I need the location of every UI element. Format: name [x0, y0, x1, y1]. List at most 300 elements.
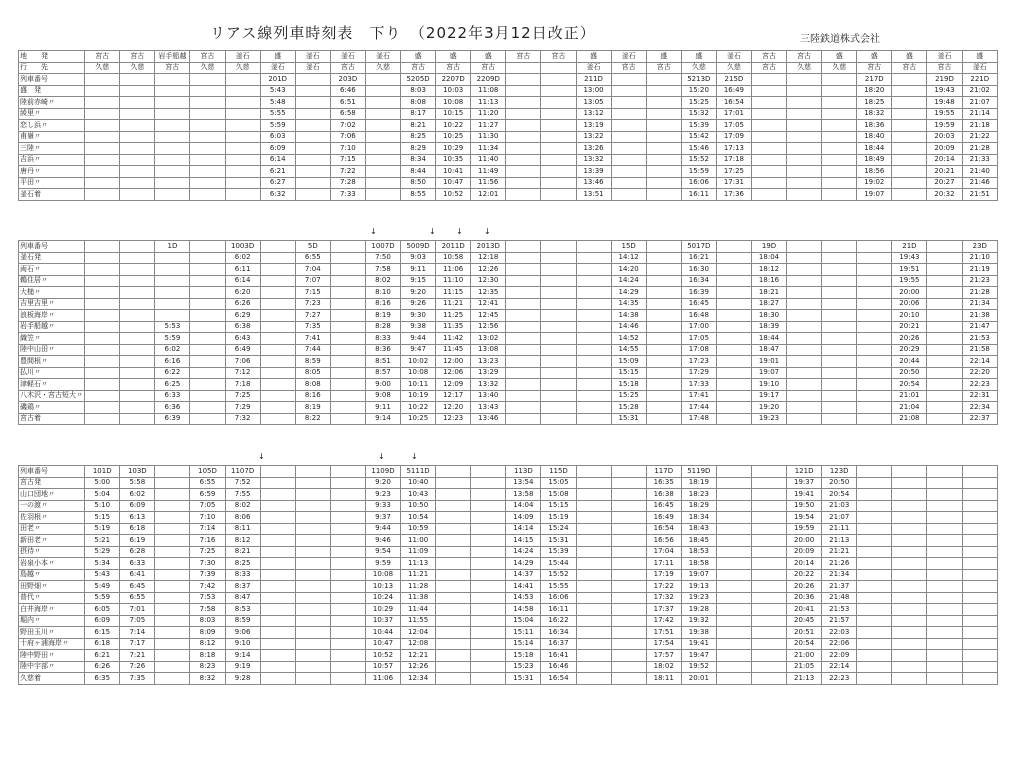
time-cell [85, 367, 120, 379]
time-cell: 2013D [471, 241, 506, 253]
time-cell: 9:44 [365, 523, 400, 535]
time-cell: 14:46 [611, 321, 646, 333]
time-cell [330, 650, 365, 662]
time-cell: 10:22 [436, 120, 471, 132]
time-cell [787, 333, 822, 345]
time-cell [646, 413, 681, 425]
time-cell: 20:45 [787, 615, 822, 627]
time-cell: 10:47 [436, 177, 471, 189]
timetable-row [19, 131, 998, 143]
time-cell: 7:22 [330, 166, 365, 178]
time-cell [295, 108, 330, 120]
time-cell [716, 569, 751, 581]
time-cell: 15:25 [681, 97, 716, 109]
time-cell [857, 558, 892, 570]
arrow-mark: ↓ [378, 452, 385, 461]
time-cell [716, 321, 751, 333]
time-cell [927, 673, 962, 685]
time-cell: 21:38 [962, 310, 997, 322]
time-cell [506, 344, 541, 356]
time-cell: 8:05 [295, 367, 330, 379]
time-cell: 15:32 [681, 108, 716, 120]
time-cell: 6:55 [120, 592, 155, 604]
time-cell: 6:18 [85, 638, 120, 650]
time-cell [260, 558, 295, 570]
time-cell [892, 650, 927, 662]
time-cell: 11:44 [401, 604, 436, 616]
station-label: 列車番号 [19, 74, 85, 86]
time-cell: 宮古 [787, 51, 822, 63]
time-cell [576, 466, 611, 478]
time-cell: 5213D [681, 74, 716, 86]
time-cell [787, 310, 822, 322]
time-cell [576, 638, 611, 650]
time-cell [927, 650, 962, 662]
time-cell: 12:34 [401, 673, 436, 685]
time-cell [295, 569, 330, 581]
time-cell: 10:15 [436, 108, 471, 120]
time-cell [471, 546, 506, 558]
time-cell: 1107D [225, 466, 260, 478]
time-cell [857, 546, 892, 558]
timetable-row [19, 661, 998, 673]
time-cell: 8:32 [190, 673, 225, 685]
timetable-row [19, 581, 998, 593]
time-cell [541, 131, 576, 143]
time-cell: 釜石 [330, 51, 365, 63]
time-cell [471, 466, 506, 478]
time-cell [190, 252, 225, 264]
time-cell: 5:59 [155, 333, 190, 345]
time-cell [927, 523, 962, 535]
time-cell [225, 74, 260, 86]
time-cell [822, 379, 857, 391]
time-cell: 5:59 [260, 120, 295, 132]
time-cell: 9:23 [365, 489, 400, 501]
time-cell [576, 310, 611, 322]
time-cell: 21:11 [822, 523, 857, 535]
time-cell [330, 367, 365, 379]
time-cell [927, 466, 962, 478]
time-cell: 20:41 [787, 604, 822, 616]
time-cell [506, 131, 541, 143]
time-cell: 6:33 [155, 390, 190, 402]
time-cell [330, 264, 365, 276]
time-cell [190, 131, 225, 143]
time-cell: 久慈 [716, 62, 751, 74]
time-cell: 8:19 [295, 402, 330, 414]
time-cell [751, 500, 786, 512]
time-cell: 20:00 [892, 287, 927, 299]
time-cell: 8:10 [365, 287, 400, 299]
time-cell: 105D [190, 466, 225, 478]
time-cell [646, 367, 681, 379]
time-cell: 12:26 [401, 661, 436, 673]
station-label: 新田老〃 [19, 535, 85, 547]
time-cell: 18:27 [751, 298, 786, 310]
time-cell [716, 500, 751, 512]
time-cell: 22:20 [962, 367, 997, 379]
time-cell: 10:40 [401, 477, 436, 489]
time-cell [295, 650, 330, 662]
time-cell: 18:12 [751, 264, 786, 276]
station-label: 陸中宇部〃 [19, 661, 85, 673]
time-cell [611, 673, 646, 685]
time-cell [260, 500, 295, 512]
time-cell: 5D [295, 241, 330, 253]
time-cell: 14:53 [506, 592, 541, 604]
time-cell: 22:23 [822, 673, 857, 685]
time-cell: 久慈 [365, 62, 400, 74]
time-cell: 9:59 [365, 558, 400, 570]
time-cell [471, 489, 506, 501]
time-cell [120, 367, 155, 379]
time-cell [646, 252, 681, 264]
time-cell [962, 512, 997, 524]
timetable-row [19, 512, 998, 524]
time-cell: 14:41 [506, 581, 541, 593]
time-cell [190, 298, 225, 310]
time-cell [541, 367, 576, 379]
time-cell [120, 287, 155, 299]
time-cell [787, 356, 822, 368]
time-cell: 10:25 [436, 131, 471, 143]
time-cell: 21:58 [962, 344, 997, 356]
time-cell: 6:16 [155, 356, 190, 368]
time-cell: 18:34 [681, 512, 716, 524]
time-cell: 14:12 [611, 252, 646, 264]
time-cell [190, 275, 225, 287]
time-cell: 8:03 [190, 615, 225, 627]
time-cell: 5:00 [85, 477, 120, 489]
time-cell: 13:23 [471, 356, 506, 368]
time-cell [787, 264, 822, 276]
time-cell [295, 558, 330, 570]
time-cell: 16:22 [541, 615, 576, 627]
time-cell: 9:19 [225, 661, 260, 673]
time-cell [506, 97, 541, 109]
timetable-row [19, 604, 998, 616]
station-label: 鵜住居〃 [19, 275, 85, 287]
time-cell [225, 166, 260, 178]
time-cell [260, 638, 295, 650]
time-cell: 6:59 [190, 489, 225, 501]
time-cell [822, 344, 857, 356]
time-cell: 20:29 [892, 344, 927, 356]
time-cell [857, 264, 892, 276]
time-cell [506, 379, 541, 391]
time-cell: 17:36 [716, 189, 751, 201]
time-cell [155, 131, 190, 143]
time-cell: 11:27 [471, 120, 506, 132]
time-cell [365, 143, 400, 155]
time-cell: 盛 [576, 51, 611, 63]
time-cell: 12:06 [436, 367, 471, 379]
time-cell: 21:51 [962, 189, 997, 201]
time-cell [295, 523, 330, 535]
time-cell [365, 166, 400, 178]
time-cell: 18:45 [681, 535, 716, 547]
time-cell: 7:21 [120, 650, 155, 662]
time-cell: 13:08 [471, 344, 506, 356]
time-cell [787, 131, 822, 143]
time-cell [365, 108, 400, 120]
time-cell [436, 466, 471, 478]
time-cell: 10:19 [401, 390, 436, 402]
time-cell [541, 333, 576, 345]
time-cell [436, 523, 471, 535]
time-cell: 15:28 [611, 402, 646, 414]
time-cell [541, 108, 576, 120]
time-cell: 13:32 [576, 154, 611, 166]
timetable-row [19, 650, 998, 662]
time-cell [260, 333, 295, 345]
time-cell [787, 97, 822, 109]
time-cell: 8:47 [225, 592, 260, 604]
time-cell [822, 166, 857, 178]
time-cell: 18:21 [751, 287, 786, 299]
time-cell [927, 252, 962, 264]
time-cell [716, 287, 751, 299]
time-cell: 15:19 [541, 512, 576, 524]
time-cell [927, 627, 962, 639]
time-cell [751, 177, 786, 189]
time-cell [506, 166, 541, 178]
time-cell [120, 344, 155, 356]
time-cell: 9:06 [225, 627, 260, 639]
time-cell [260, 661, 295, 673]
time-cell [190, 154, 225, 166]
time-cell [962, 581, 997, 593]
time-cell [611, 97, 646, 109]
station-label: 大槌〃 [19, 287, 85, 299]
time-cell: 盛 [436, 51, 471, 63]
time-cell: 宮古 [190, 51, 225, 63]
time-cell [330, 500, 365, 512]
time-cell [85, 241, 120, 253]
time-cell: 8:25 [401, 131, 436, 143]
time-cell [822, 252, 857, 264]
time-cell: 釜石 [611, 51, 646, 63]
time-cell [611, 604, 646, 616]
time-cell [190, 367, 225, 379]
time-cell [962, 604, 997, 616]
station-label: 山口団地〃 [19, 489, 85, 501]
time-cell: 9:38 [401, 321, 436, 333]
time-cell [576, 379, 611, 391]
time-cell: 7:12 [225, 367, 260, 379]
time-cell [751, 592, 786, 604]
time-cell: 8:37 [225, 581, 260, 593]
time-cell: 9:26 [401, 298, 436, 310]
time-cell: 5:34 [85, 558, 120, 570]
time-cell [260, 650, 295, 662]
time-cell [927, 402, 962, 414]
time-cell: 岩手船越 [155, 51, 190, 63]
time-cell [751, 512, 786, 524]
time-cell: 15:52 [541, 569, 576, 581]
time-cell [927, 310, 962, 322]
time-cell [822, 108, 857, 120]
time-cell: 5:48 [260, 97, 295, 109]
time-cell [857, 333, 892, 345]
time-cell [330, 344, 365, 356]
time-cell [541, 189, 576, 201]
time-cell: 久慈 [822, 62, 857, 74]
time-cell [295, 143, 330, 155]
time-cell [260, 604, 295, 616]
time-cell: 13:39 [576, 166, 611, 178]
time-cell: 19:54 [787, 512, 822, 524]
time-cell: 宮古 [541, 51, 576, 63]
time-cell: 19:43 [892, 252, 927, 264]
time-cell: 16:46 [541, 661, 576, 673]
time-cell: 16:11 [541, 604, 576, 616]
time-cell: 12:09 [436, 379, 471, 391]
time-cell [576, 241, 611, 253]
time-cell: 2209D [471, 74, 506, 86]
time-cell [576, 477, 611, 489]
time-cell [365, 85, 400, 97]
time-cell [85, 413, 120, 425]
time-cell: 21:53 [962, 333, 997, 345]
arrow-mark: ↓ [258, 452, 265, 461]
time-cell: 17:42 [646, 615, 681, 627]
time-cell: 15:05 [541, 477, 576, 489]
time-cell [927, 356, 962, 368]
time-cell [576, 546, 611, 558]
time-cell [716, 275, 751, 287]
time-cell [822, 367, 857, 379]
time-cell: 6:02 [120, 489, 155, 501]
time-cell: 20:22 [787, 569, 822, 581]
time-cell: 18:23 [681, 489, 716, 501]
time-cell: 15:15 [541, 500, 576, 512]
time-cell: 18:30 [751, 310, 786, 322]
time-cell [716, 523, 751, 535]
time-cell [576, 344, 611, 356]
time-cell: 20:06 [892, 298, 927, 310]
time-cell [646, 310, 681, 322]
timetable-row [19, 51, 998, 63]
time-cell [295, 638, 330, 650]
time-cell: 6:02 [225, 252, 260, 264]
time-cell: 2011D [436, 241, 471, 253]
time-cell [927, 604, 962, 616]
time-cell [260, 615, 295, 627]
time-cell [787, 241, 822, 253]
time-cell: 14:14 [506, 523, 541, 535]
time-cell [471, 558, 506, 570]
time-cell: 7:53 [190, 592, 225, 604]
time-cell: 5:55 [260, 108, 295, 120]
station-label: 宮古着 [19, 413, 85, 425]
time-cell [190, 402, 225, 414]
time-cell [120, 131, 155, 143]
time-cell [85, 402, 120, 414]
time-cell [155, 108, 190, 120]
time-cell: 9:14 [225, 650, 260, 662]
time-cell: 11:40 [471, 154, 506, 166]
time-cell [576, 661, 611, 673]
time-cell: 8:22 [295, 413, 330, 425]
time-cell: 9:44 [401, 333, 436, 345]
time-cell [541, 390, 576, 402]
time-cell [927, 390, 962, 402]
time-cell [155, 310, 190, 322]
time-cell: 19:07 [751, 367, 786, 379]
timetable-section-sakari-kamaishi [18, 50, 998, 201]
time-cell [646, 166, 681, 178]
time-cell [751, 108, 786, 120]
time-cell: 宮古 [892, 62, 927, 74]
time-cell [611, 650, 646, 662]
time-cell [857, 581, 892, 593]
time-cell: 13:12 [576, 108, 611, 120]
time-cell: 11:06 [436, 264, 471, 276]
time-cell [646, 241, 681, 253]
time-cell: 6:28 [120, 546, 155, 558]
station-label: 列車番号 [19, 466, 85, 478]
time-cell: 21D [892, 241, 927, 253]
time-cell [85, 321, 120, 333]
time-cell [611, 489, 646, 501]
time-cell: 17:05 [681, 333, 716, 345]
time-cell: 16:35 [646, 477, 681, 489]
time-cell: 11:13 [471, 97, 506, 109]
time-cell [155, 569, 190, 581]
time-cell [576, 523, 611, 535]
time-cell [330, 627, 365, 639]
time-cell [541, 298, 576, 310]
time-cell: 11:56 [471, 177, 506, 189]
time-cell: 19:02 [857, 177, 892, 189]
station-label: 両石〃 [19, 264, 85, 276]
time-cell [155, 650, 190, 662]
station-label: 津軽石〃 [19, 379, 85, 391]
time-cell [436, 569, 471, 581]
time-cell [506, 143, 541, 155]
time-cell [155, 252, 190, 264]
time-cell: 17:05 [716, 120, 751, 132]
time-cell: 17:18 [716, 154, 751, 166]
time-cell: 8:21 [401, 120, 436, 132]
time-cell [471, 650, 506, 662]
time-cell [611, 85, 646, 97]
time-cell [471, 673, 506, 685]
time-cell [927, 379, 962, 391]
time-cell: 7:10 [330, 143, 365, 155]
time-cell [646, 287, 681, 299]
time-cell [155, 627, 190, 639]
time-cell: 5:43 [260, 85, 295, 97]
time-cell [155, 546, 190, 558]
time-cell: 12:35 [471, 287, 506, 299]
time-cell: 8:33 [225, 569, 260, 581]
time-cell [225, 143, 260, 155]
time-cell: 21:05 [787, 661, 822, 673]
time-cell [365, 177, 400, 189]
time-cell [541, 85, 576, 97]
time-cell: 20:09 [787, 546, 822, 558]
time-cell [330, 356, 365, 368]
station-label: 陸中野田〃 [19, 650, 85, 662]
time-cell: 盛 [962, 51, 997, 63]
time-cell [120, 333, 155, 345]
station-label: 久慈着 [19, 673, 85, 685]
time-cell: 7:25 [225, 390, 260, 402]
time-cell: 12:08 [401, 638, 436, 650]
